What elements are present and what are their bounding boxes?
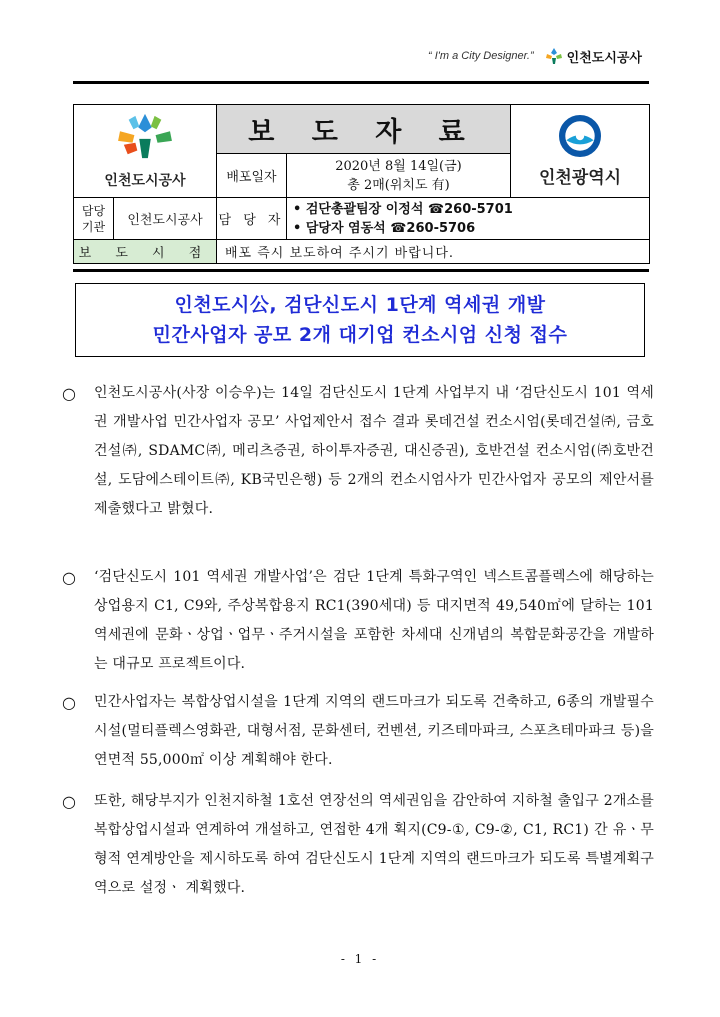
paragraph-text: 또한, 해당부지가 인천지하철 1호선 연장선의 역세권임을 감안하여 지하철 출입구 2개소를 복합상업시설과 연계하여 개설하고, 연접한 4개 획지(C9-①, C9-②, C1, RC1) 간 유ㆍ무형적 연계방안을 제시하도록 하여 검단신도시 1단계 지역의 랜드마크가 되도록 특별계획구역으로 설정ㆍ 계획했다. [94, 793, 654, 896]
headline-line-1: 인천도시公, 검단신도시 1단계 역세권 개발 [174, 294, 546, 316]
slogan: “ I'm a City Designer.” [428, 50, 534, 62]
corp-name: 인천도시공사 [104, 173, 186, 189]
dept-label [74, 198, 114, 240]
contact-line-1: • 검단총괄팀장 이정석 ☎260-5701 [293, 201, 513, 217]
city-logo-cell [511, 105, 650, 198]
paragraph-1 [62, 379, 654, 524]
release-value: 배포 즉시 보도하여 주시기 바랍니다. [217, 240, 650, 264]
paragraph-2 [62, 563, 654, 679]
press-header-table [73, 104, 650, 264]
release-label: 보 도 시 점 [74, 240, 217, 264]
distribution-pages: 총 2매(위치도 有) [347, 177, 450, 193]
header-bottom-rule [73, 269, 649, 272]
top-corp-logo [544, 46, 642, 66]
dept-label-line-1: 담당 [81, 203, 106, 218]
headline-line-2: 민간사업자 공모 2개 대기업 컨소시엄 신청 접수 [152, 324, 568, 346]
bullet-circle-icon: ○ [62, 693, 76, 712]
distribution-date: 2020년 8월 14일(금) [335, 158, 462, 174]
bullet-circle-icon: ○ [62, 384, 76, 403]
paragraph-4 [62, 787, 654, 903]
paragraph-text: 민간사업자는 복합상업시설을 1단계 지역의 랜드마크가 되도록 건축하고, 6종의 개발필수시설(멀티플렉스영화관, 대형서점, 문화센터, 컨벤션, 키즈테마파크, 스포츠테마파크 등)을 연면적 55,000㎡ 이상 계획해야 한다. [94, 694, 654, 768]
bullet-circle-icon: ○ [62, 792, 76, 811]
headline-box [75, 283, 645, 357]
paragraph-text: ‘검단신도시 101 역세권 개발사업’은 검단 1단계 특화구역인 넥스트콤플렉스에 해당하는 상업용지 C1, C9와, 주상복합용지 RC1(390세대) 등 대지면적 49,540㎡에 달하는 101 역세권에 문화ㆍ상업ㆍ업무ㆍ주거시설을 포함한 차세대 신개념의 복합문화공간을 개발하는 대규모 프로젝트이다. [94, 569, 654, 672]
contact-label: 담 당 자 [217, 198, 287, 240]
dept-label-line-2: 기관 [81, 219, 106, 234]
distribution-info [287, 154, 511, 198]
top-corp-name: 인천도시공사 [566, 50, 642, 66]
corp-logo-cell [74, 105, 217, 198]
corp-logo-icon [544, 46, 564, 66]
paragraph-text: 인천도시공사(사장 이승우)는 14일 검단신도시 1단계 사업부지 내 ‘검단신도시 101 역세권 개발사업 민간사업자 공모’ 사업제안서 접수 결과 롯데건설 컨소시엄(롯데건설㈜, 금호건설㈜, SDAMC㈜, 메리츠증권, 하이투자증권, 대신증권), 호반건설 컨소시엄(㈜호반건설, 도담에스테이트㈜, KB국민은행) 등 2개의 컨소시엄사가 민간사업자 공모의 제안서를 제출했다고 밝혔다. [94, 385, 654, 517]
contact-line-2: • 담당자 염동석 ☎260-5706 [293, 220, 476, 236]
top-banner [428, 46, 642, 66]
city-name: 인천광역시 [538, 167, 622, 188]
corp-emblem-icon [116, 112, 174, 162]
paragraph-3 [62, 688, 654, 775]
contact-info [287, 198, 650, 240]
page-title: 보 도 자 료 [248, 116, 479, 148]
distribution-label: 배포일자 [217, 154, 287, 198]
page-number: - 1 - [340, 952, 380, 966]
incheon-city-logo-icon [559, 115, 601, 157]
title-cell [217, 105, 511, 154]
header-top-rule [73, 81, 649, 84]
bullet-circle-icon: ○ [62, 568, 76, 587]
dept-value: 인천도시공사 [114, 198, 217, 240]
